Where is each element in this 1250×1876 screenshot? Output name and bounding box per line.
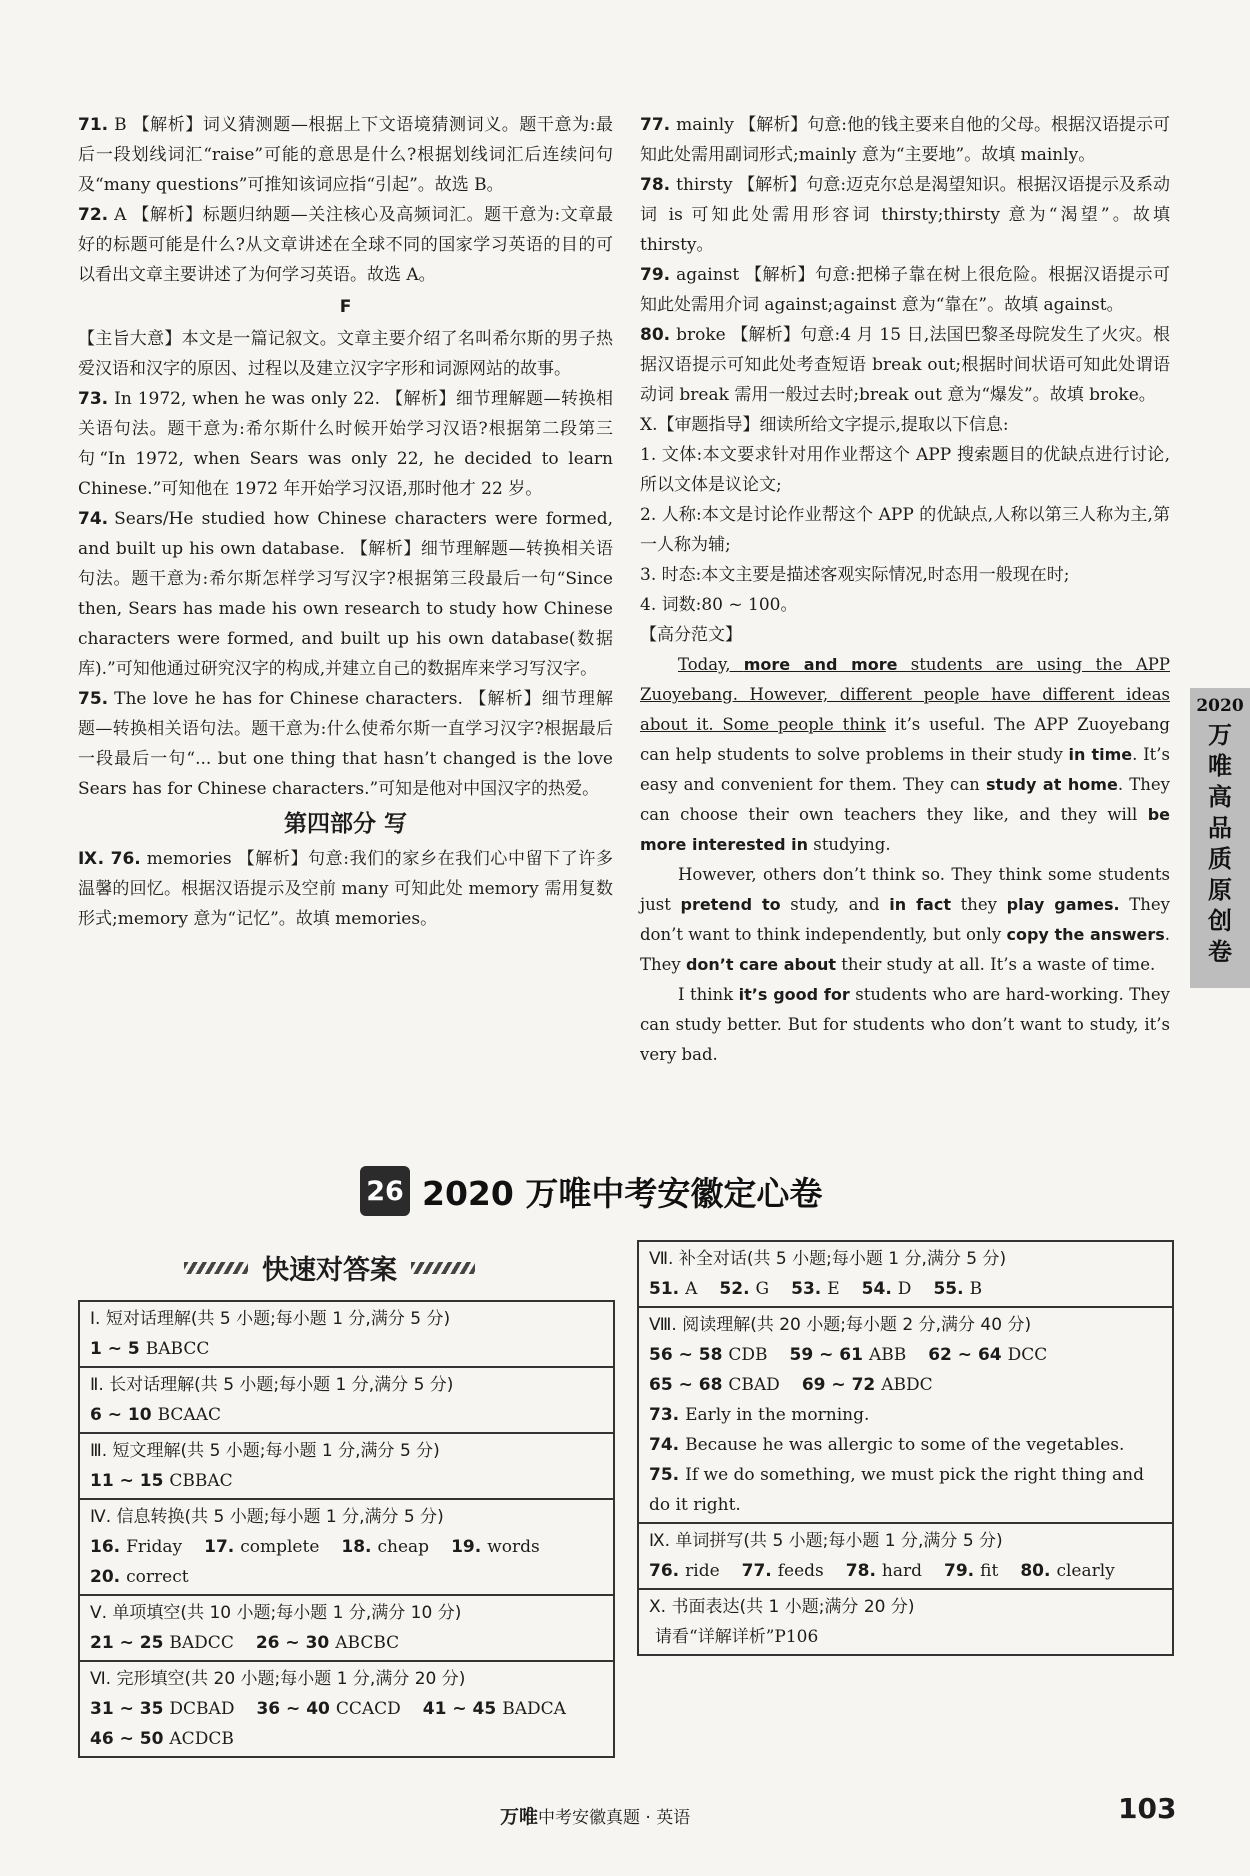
answer-80: 80. broke 【解析】句意:4 月 15 日,法国巴黎圣母院发生了火灾。根据汉语提示可知此处考查短语 break out;根据时间状语可知此处谓语动词 break 需用一般过去时;break out 意为“爆发”。故填 broke。 [640, 325, 1170, 405]
decor-stripes-icon [411, 1262, 475, 1274]
left-column [78, 110, 613, 934]
answer-group [846, 1561, 922, 1581]
answer-line [649, 1430, 1162, 1460]
answer-73: 73. In 1972, when he was only 22. 【解析】细节理解题—转换相关语句法。题干意为:希尔斯什么时候开始学习汉语?根据第二段第三句“In 1972, when Sears was only 22, he decided to learn Chinese.”可知他在 1972 年开始学习汉语,那时他才 22 岁。 [78, 389, 613, 499]
essay-paragraph-3: I think it’s good for students who are hard-working. They can study better. But for students who don’t want to study, it’s very bad. [640, 985, 1170, 1064]
answer-section [639, 1242, 1172, 1308]
answer-group [649, 1435, 1124, 1455]
answer-line [90, 1724, 603, 1754]
answer-group [791, 1279, 840, 1299]
part-four-heading: 第四部分 写 [283, 811, 407, 837]
answer-section-heading: Ⅱ. 长对话理解(共 5 小题;每小题 1 分,满分 5 分) [90, 1375, 454, 1395]
answer-group [90, 1471, 233, 1491]
question-number: 19. [451, 1537, 482, 1557]
answer-group [649, 1405, 869, 1425]
question-number: 65 ~ 68 [649, 1375, 723, 1395]
decor-stripes-icon [184, 1262, 248, 1274]
answer-section-heading: Ⅴ. 单项填空(共 10 小题;每小题 1 分,满分 10 分) [90, 1603, 462, 1623]
question-number: 56 ~ 58 [649, 1345, 723, 1365]
footer-text: 中考安徽真题 · 英语 [538, 1808, 691, 1828]
question-number: 20. [90, 1567, 121, 1587]
answer-section [639, 1590, 1172, 1654]
answer-section-heading: Ⅳ. 信息转换(共 5 小题;每小题 1 分,满分 5 分) [90, 1507, 444, 1527]
answer-71: 71. B 【解析】词义猜测题—根据上下文语境猜测词义。题干意为:最后一段划线词汇“raise”可能的意思是什么?根据划线词汇后连续问句及“many questions”可推知该词应指“引起”。故选 B。 [78, 115, 613, 195]
answer-line [90, 1694, 603, 1724]
essay-paragraph-2: However, others don’t think so. They think some students just pretend to study, and in fact they play games. They don’t want to think independently, but only copy the answers. They don’t care about their study at all. It’s a waste of time. [640, 865, 1170, 974]
question-number: 46 ~ 50 [90, 1729, 164, 1749]
question-number: 17. [204, 1537, 235, 1557]
answer-group [204, 1537, 319, 1557]
question-number: 62 ~ 64 [928, 1345, 1002, 1365]
answer-section [80, 1500, 613, 1596]
answer-value: CBAD [728, 1375, 780, 1395]
answer-line [649, 1622, 1162, 1652]
answer-line [90, 1562, 603, 1592]
question-number: 11 ~ 15 [90, 1471, 164, 1491]
question-number: 79. [944, 1561, 975, 1581]
answer-line [90, 1628, 603, 1658]
question-number: 69 ~ 72 [801, 1375, 876, 1395]
answer-value: Friday [126, 1537, 183, 1557]
essay-paragraph-1: Today, more and more students are using the APP Zuoyebang. However, different people have different ideas about it. Some people think it’s useful. The APP Zuoyebang can help students to solve problems in their study in time. It’s easy and convenient for them. They can study at home. They can choose their own teachers they like, and they will be more interested in studying. [640, 655, 1171, 854]
answer-value: DCC [1007, 1345, 1048, 1365]
footer-brand: 万唯 [500, 1806, 539, 1828]
main-idea: 【主旨大意】本文是一篇记叙文。文章主要介绍了名叫希尔斯的男子热爱汉语和汉字的原因、过程以及建立汉字字形和词源网站的故事。 [78, 329, 613, 379]
answer-value: CCACD [335, 1699, 401, 1719]
answer-section-heading: Ⅶ. 补全对话(共 5 小题;每小题 1 分,满分 5 分) [649, 1249, 1007, 1269]
page-footer [500, 1802, 690, 1829]
question-number: 53. [791, 1279, 822, 1299]
answer-value: Early in the morning. [685, 1405, 870, 1425]
answer-line [649, 1460, 1162, 1520]
answer-group [742, 1561, 824, 1581]
question-number: 41 ~ 45 [422, 1699, 497, 1719]
answer-value: feeds [777, 1561, 824, 1581]
answer-76: Ⅸ. 76. memories 【解析】句意:我们的家乡在我们心中留下了许多温馨的回忆。根据汉语提示及空前 many 可知此处 memory 需用复数形式;memory 意为“记忆”。故填 memories。 [78, 849, 613, 929]
question-number: 31 ~ 35 [90, 1699, 164, 1719]
answer-section-heading: Ⅷ. 阅读理解(共 20 小题;每小题 2 分,满分 40 分) [649, 1315, 1032, 1335]
question-number: 51. [649, 1279, 680, 1299]
right-column [640, 110, 1170, 1070]
answer-value: hard [881, 1561, 923, 1581]
answer-group [256, 1699, 400, 1719]
answer-value: fit [980, 1561, 999, 1581]
paper-number-badge: 26 [360, 1166, 410, 1216]
answer-value: BADCA [502, 1699, 566, 1719]
answer-section [639, 1308, 1172, 1524]
answer-section [80, 1434, 613, 1500]
question-number: 77. [741, 1561, 772, 1581]
answer-group [802, 1375, 933, 1395]
answer-value: If we do something, we must pick the right thing and do it right. [649, 1465, 1144, 1515]
question-number: 59 ~ 61 [789, 1345, 863, 1365]
answer-value: 请看“详解详析”P106 [655, 1627, 819, 1647]
guide-item: 2. 人称:本文是讨论作业帮这个 APP 的优缺点,人称以第三人称为主,第一人称为辅; [640, 505, 1170, 555]
answer-group [790, 1345, 907, 1365]
answer-line [649, 1274, 1162, 1304]
answer-group [90, 1405, 221, 1425]
question-number: 76. [649, 1561, 680, 1581]
question-number: 21 ~ 25 [90, 1633, 164, 1653]
answer-value: clearly [1056, 1561, 1115, 1581]
question-number: 26 ~ 30 [255, 1633, 330, 1653]
answer-value: A [685, 1279, 698, 1299]
quick-answers-heading: 快速对答案 [170, 1248, 489, 1287]
answer-group [944, 1561, 998, 1581]
answer-78: 78. thirsty 【解析】句意:迈克尔总是渴望知识。根据汉语提示及系动词 is 可知此处需用形容词 thirsty;thirsty 意为“渴望”。故填 thirsty。 [640, 175, 1170, 255]
answer-value: words [487, 1537, 540, 1557]
question-number: 54. [861, 1279, 892, 1299]
answer-line [90, 1334, 603, 1364]
answer-group [719, 1279, 769, 1299]
answer-value: BADCC [169, 1633, 234, 1653]
answer-line [649, 1556, 1162, 1586]
answer-box-left [78, 1300, 615, 1758]
answer-value: DCBAD [169, 1699, 235, 1719]
paper-title-text: 2020 万唯中考安徽定心卷 [422, 1173, 823, 1213]
paper-title [360, 1163, 822, 1219]
answer-group [1020, 1561, 1114, 1581]
answer-value: ride [685, 1561, 720, 1581]
answer-section [80, 1302, 613, 1368]
answer-value: G [755, 1279, 770, 1299]
model-essay [640, 650, 1170, 1070]
answer-group [649, 1279, 697, 1299]
answer-line [649, 1340, 1162, 1370]
answer-77: 77. mainly 【解析】句意:他的钱主要来自他的父母。根据汉语提示可知此处需用副词形式;mainly 意为“主要地”。故填 mainly。 [640, 115, 1170, 165]
section-heading: F [339, 297, 352, 317]
model-essay-title: 【高分范文】 [640, 625, 742, 645]
answer-line [90, 1400, 603, 1430]
answer-group [90, 1339, 209, 1359]
answer-72: 72. A 【解析】标题归纳题—关注核心及高频词汇。题干意为:文章最好的标题可能是什么?从文章讲述在全球不同的国家学习英语的目的可以看出文章主要讲述了为何学习英语。故选 A。 [78, 205, 613, 285]
answer-section-heading: Ⅵ. 完形填空(共 20 小题;每小题 1 分,满分 20 分) [90, 1669, 466, 1689]
answer-line [90, 1532, 603, 1562]
answer-section-heading: Ⅹ. 书面表达(共 1 小题;满分 20 分) [649, 1597, 915, 1617]
answer-section [80, 1368, 613, 1434]
answer-value: ABCBC [335, 1633, 400, 1653]
answer-value: BABCC [145, 1339, 210, 1359]
answer-value: E [827, 1279, 840, 1299]
answer-group [649, 1345, 768, 1365]
answer-group [90, 1537, 182, 1557]
guide-item: 1. 文体:本文要求针对用作业帮这个 APP 搜索题目的优缺点进行讨论,所以文体是议论文; [640, 445, 1170, 495]
answer-group [90, 1699, 234, 1719]
question-number: 6 ~ 10 [90, 1405, 152, 1425]
answer-section-heading: Ⅲ. 短文理解(共 5 小题;每小题 1 分,满分 5 分) [90, 1441, 440, 1461]
answer-value: CDB [728, 1345, 768, 1365]
answer-value: correct [126, 1567, 189, 1587]
answer-group [423, 1699, 566, 1719]
side-tab [1190, 688, 1250, 988]
answer-box-right [637, 1240, 1174, 1656]
question-number: 55. [933, 1279, 964, 1299]
answer-line [90, 1466, 603, 1496]
answer-group [649, 1627, 818, 1647]
answer-section-heading: Ⅸ. 单词拼写(共 5 小题;每小题 1 分,满分 5 分) [649, 1531, 1003, 1551]
question-number: 52. [719, 1279, 750, 1299]
guide-item: 4. 词数:80 ~ 100。 [640, 595, 798, 615]
answer-group [90, 1633, 234, 1653]
answer-value: BCAAC [157, 1405, 221, 1425]
answer-value: D [897, 1279, 912, 1299]
answer-section [80, 1662, 613, 1756]
question-number: 36 ~ 40 [256, 1699, 330, 1719]
side-tab-brand: 万唯高品质原创卷 [1208, 721, 1232, 966]
guide-title: Ⅹ.【审题指导】细读所给文字提示,提取以下信息: [640, 415, 1009, 435]
answer-value: Because he was allergic to some of the vegetables. [685, 1435, 1125, 1455]
answer-group [341, 1537, 429, 1557]
question-number: 73. [649, 1405, 680, 1425]
question-number: 75. [649, 1465, 680, 1485]
question-number: 1 ~ 5 [90, 1339, 140, 1359]
answer-line [649, 1370, 1162, 1400]
answer-group [928, 1345, 1047, 1365]
answer-value: complete [240, 1537, 320, 1557]
question-number: 16. [90, 1537, 121, 1557]
side-tab-year: 2020 [1196, 696, 1244, 716]
guide-item: 3. 时态:本文主要是描述客观实际情况,时态用一般现在时; [640, 565, 1070, 585]
answer-74: 74. Sears/He studied how Chinese characters were formed, and built up his own database. 【解析】细节理解题—转换相关语句法。题干意为:希尔斯怎样学习写汉字?根据第三段最后一句“Since then, Sears has made his own research to study how Chinese characters were formed, and built up his own database(数据库).”可知他通过研究汉字的构成,并建立自己的数据库来学习写汉字。 [78, 509, 613, 679]
answer-value: B [969, 1279, 983, 1299]
answer-value: ACDCB [169, 1729, 234, 1749]
answer-group [862, 1279, 912, 1299]
answer-section [80, 1596, 613, 1662]
answer-group [451, 1537, 540, 1557]
answer-line [649, 1400, 1162, 1430]
answer-group [649, 1375, 780, 1395]
answer-group [90, 1729, 234, 1749]
page-number: 103 [1118, 1792, 1177, 1825]
answer-group [933, 1279, 982, 1299]
answer-section-heading: Ⅰ. 短对话理解(共 5 小题;每小题 1 分,满分 5 分) [90, 1309, 451, 1329]
answer-value: ABDC [881, 1375, 933, 1395]
answer-value: cheap [377, 1537, 430, 1557]
answer-section [639, 1524, 1172, 1590]
question-number: 74. [649, 1435, 680, 1455]
answer-group [649, 1465, 1144, 1515]
answer-group [649, 1561, 720, 1581]
answer-75: 75. The love he has for Chinese characters. 【解析】细节理解题—转换相关语句法。题干意为:什么使希尔斯一直学习汉字?根据最后一段最后一句“... but one thing that hasn’t changed is the love Sears has for Chinese characters.”可知是他对中国汉字的热爱。 [78, 689, 613, 799]
answer-group [90, 1567, 189, 1587]
answer-group [256, 1633, 399, 1653]
question-number: 80. [1020, 1561, 1051, 1581]
answer-value: ABB [868, 1345, 907, 1365]
answer-value: CBBAC [169, 1471, 233, 1491]
question-number: 18. [341, 1537, 372, 1557]
question-number: 78. [845, 1561, 876, 1581]
answer-79: 79. against 【解析】句意:把梯子靠在树上很危险。根据汉语提示可知此处需用介词 against;against 意为“靠在”。故填 against。 [640, 265, 1170, 315]
